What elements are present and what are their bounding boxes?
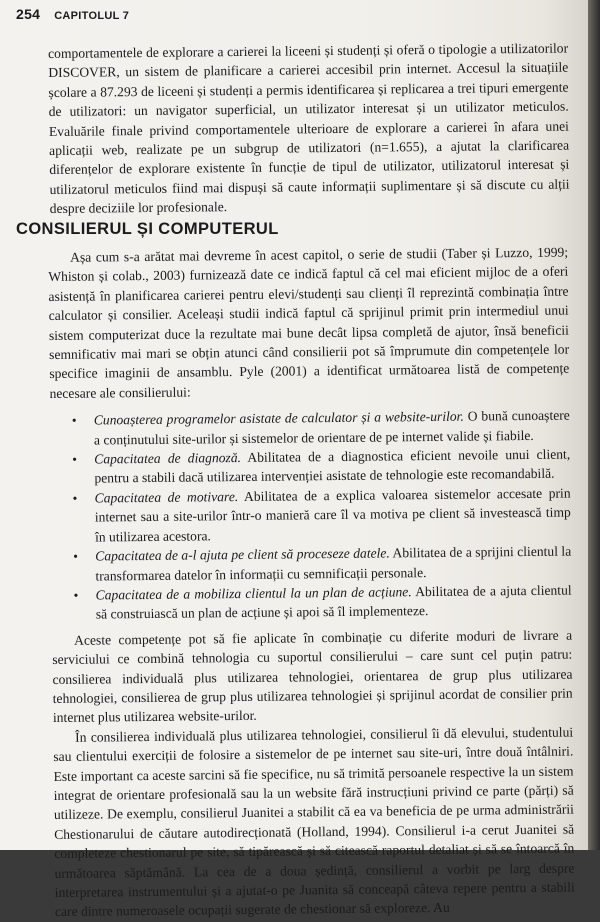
- list-item-text: Abilitatea de a sprijini clientul la transformarea datelor în informații cu semnificații personale.: [95, 543, 572, 584]
- competences-paragraph: Aceste competențe pot să fie aplicate în combinație cu diferite moduri de livrare a serviciului ce combină tehnologia cu suportul consilierului – care sunt cel puțin patru: consilierea individuală plus utilizarea tehnologiei, orientarea de grup plus utilizarea tehnologiei, consilierea de grup plus utilizarea tehnologiei și sprijinul acordat de consilier prin internet plus utilizarea website-urilor.: [52, 627, 573, 726]
- list-item-title: Capacitatea de diagnoză.: [94, 450, 242, 467]
- running-header: [16, 6, 129, 22]
- list-item-text: O bună cunoaștere a conținutului site-urilor și sistemelor de orientare de pe internet valide și fiabile.: [93, 407, 570, 448]
- bullet-icon: •: [72, 451, 78, 467]
- list-item-title: Capacitatea de a-l ajuta pe client să proceseze datele.: [95, 545, 390, 564]
- section-block: [48, 243, 575, 922]
- section-title: CONSILIERUL ȘI COMPUTERUL: [16, 220, 279, 238]
- list-item-title: Capacitatea de motivare.: [94, 488, 239, 506]
- chapter-label: CAPITOLUL 7: [54, 10, 130, 22]
- list-item: [72, 445, 570, 489]
- bullet-icon: •: [73, 587, 79, 603]
- bullet-icon: •: [73, 548, 79, 564]
- list-item: [73, 483, 572, 546]
- individual-counseling-paragraph: În consilierea individuală plus utilizarea tehnologiei, consilierul îi dă elevului, studentului sau clientului exerciții de folosire a sistemelor de pe internet sau site-uri, între două întâlniri. Este important ca aceste sarcini să fie specifice, nu să trimită persoanele respective la un sistem integrat de orientare profesională sau la un website fără instrucțiuni privind ce parte (părți) să utilizeze. De exemplu, consilierul Juanitei a stabilit că ea va beneficia de pe urma administrării Chestionarului de căutare autodirecționată (Holland, 1994). Consilierul i-a cerut Juanitei să completeze chestionarul pe site, să tipărească și să citească raportul detaliat și să se întoarcă în următoarea săptămână. La cea de a doua ședință, consilierul a vorbit pe larg despre interpretarea instrumentului și a ajutat-o pe Juanita să conceapă câteva repere pentru a stabili care dintre numeroasele ocupații sugerate de chestionar să exploreze. Au: [53, 724, 575, 920]
- list-item-text: Abilitatea de a explica valoarea sistemelor accesate prin internet sau a site-urilor într-o manieră care îl va motiva pe client să investească timp în utilizarea acestora.: [94, 485, 571, 545]
- book-binding-edge: [588, 0, 600, 850]
- list-item-text: Abilitatea de a ajuta clientul să construiască un plan de acțiune și apoi să îl implementeze.: [95, 582, 572, 622]
- bullet-icon: •: [71, 412, 77, 429]
- list-item: [74, 580, 572, 624]
- list-item: [73, 542, 571, 586]
- section-paragraph: Așa cum s-a arătat mai devreme în acest capitol, o serie de studii (Taber și Luzzo, 1999; Whiston și colab., 2003) furnizează date ce indică faptul că cel mai eficient mijloc de a oferi asistență în planificarea carierei pentru elevi/studenți sau clienți îl reprezintă combinația între calculator și consilier. Aceleași studii indică faptul că sprijinul primit prin intermediul unui sistem computerizat duce la rezultate mai bune decât lipsa completă de ajutor, însă beneficii semnificativ mai mari se obțin atunci când consilierii pot să împrumute din competențele lor specifice imaginii de ansamblu. Pyle (2001) a identificat următoarea listă de competențe necesare ale consilierului:: [48, 244, 570, 401]
- bullet-icon: •: [72, 490, 78, 506]
- intro-block: [48, 39, 570, 219]
- intro-paragraph: comportamentele de explorare a carierei la liceeni și studenți și oferă o tipologie a utilizatorilor DISCOVER, un sistem de planificare a carierei accesibil prin internet. Accesul la situațiile școlare a 87.293 de liceeni și studenți a permis identificarea și replicarea a trei tipuri emergente de utilizatori: un navigator superficial, un utilizator interesat și un utilizator meticulos. Evaluările finale privind comportamentele ulterioare de explorare a carierei în afara unei aplicații web, realizate pe un subgrup de utilizatori (n=1.655), a ajutat la clarificarea diferențelor de explorare existente în funcție de tipul de utilizator, utilizatorul interesat și utilizatorul meticulos fiind mai dispuși să caute informații suplimentare și să discute cu alții despre deciziile lor profesionale.: [48, 40, 570, 217]
- competence-list: [72, 406, 572, 625]
- list-item-text: Abilitatea de a diagnostica eficient nevoile unui client, pentru a stabili dacă utilizarea intervenției asistate de tehnologie este recomandabilă.: [94, 446, 571, 486]
- list-item-title: Cunoașterea programelor asistate de calculator și a website-urilor.: [93, 408, 464, 428]
- page-number: 254: [16, 6, 41, 22]
- list-item-title: Capacitatea de a mobiliza clientul la un plan de acțiune.: [95, 584, 412, 603]
- list-item: [72, 406, 570, 450]
